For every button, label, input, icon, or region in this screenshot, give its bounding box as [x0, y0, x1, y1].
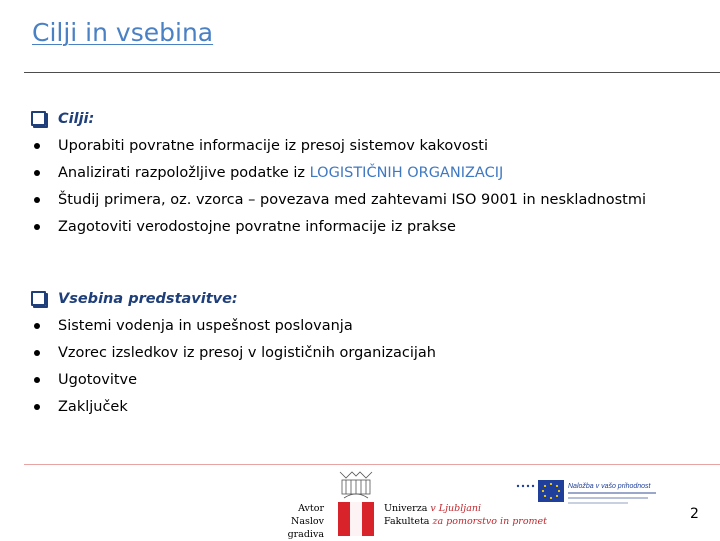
footer-author: Avtor Naslov gradiva	[287, 503, 324, 540]
list-item	[30, 132, 646, 159]
goal-item: Študij primera, oz. vzorca – povezava med zahtevami ISO 9001 in neskladnostmi	[58, 191, 646, 208]
contents-item: Ugotovitve	[58, 371, 138, 388]
bullet-icon	[30, 224, 58, 230]
university-crest-icon	[334, 468, 378, 536]
bullet-icon	[30, 170, 58, 176]
list-item	[30, 366, 436, 393]
goals-list	[30, 105, 646, 240]
goals-heading: Cilji:	[58, 110, 95, 127]
bullet-icon	[30, 323, 58, 329]
goal-item: Uporabiti povratne informacije iz presoj sistemov kakovosti	[58, 137, 488, 154]
title-divider	[24, 72, 720, 73]
contents-heading-row	[30, 285, 436, 312]
footer-divider	[24, 464, 720, 465]
highlight-text: LOGISTIČNIH ORGANIZACIJ	[309, 164, 504, 181]
checkbox-bullet-icon	[30, 291, 58, 306]
page-number: 2	[690, 506, 699, 522]
list-item	[30, 393, 436, 420]
checkbox-bullet-icon	[30, 111, 58, 126]
list-item	[30, 159, 646, 186]
slide-title: Cilji in vsebina	[32, 18, 214, 47]
footer-institution: Univerza v Ljubljani Fakulteta za pomorstvo in promet	[384, 503, 547, 527]
contents-heading: Vsebina predstavitve:	[58, 290, 238, 307]
bullet-icon	[30, 197, 58, 203]
bullet-icon	[30, 404, 58, 410]
bullet-icon	[30, 143, 58, 149]
eu-funding-logo-icon	[514, 478, 660, 516]
contents-item: Vzorec izsledkov iz presoj v logističnih organizacijah	[58, 344, 436, 361]
contents-list	[30, 285, 436, 420]
contents-item: Zaključek	[58, 398, 128, 415]
contents-item: Sistemi vodenja in uspešnost poslovanja	[58, 317, 353, 334]
list-item	[30, 213, 646, 240]
list-item	[30, 186, 646, 213]
list-item	[30, 312, 436, 339]
goal-item: Zagotoviti verodostojne povratne informacije iz prakse	[58, 218, 456, 235]
goal-item: Analizirati razpoložljive podatke iz LOGISTIČNIH ORGANIZACIJ	[58, 164, 504, 181]
bullet-icon	[30, 377, 58, 383]
svg-text:Naložba v vašo prihodnost: Naložba v vašo prihodnost	[568, 483, 651, 490]
bullet-icon	[30, 350, 58, 356]
list-item	[30, 339, 436, 366]
goals-heading-row	[30, 105, 646, 132]
